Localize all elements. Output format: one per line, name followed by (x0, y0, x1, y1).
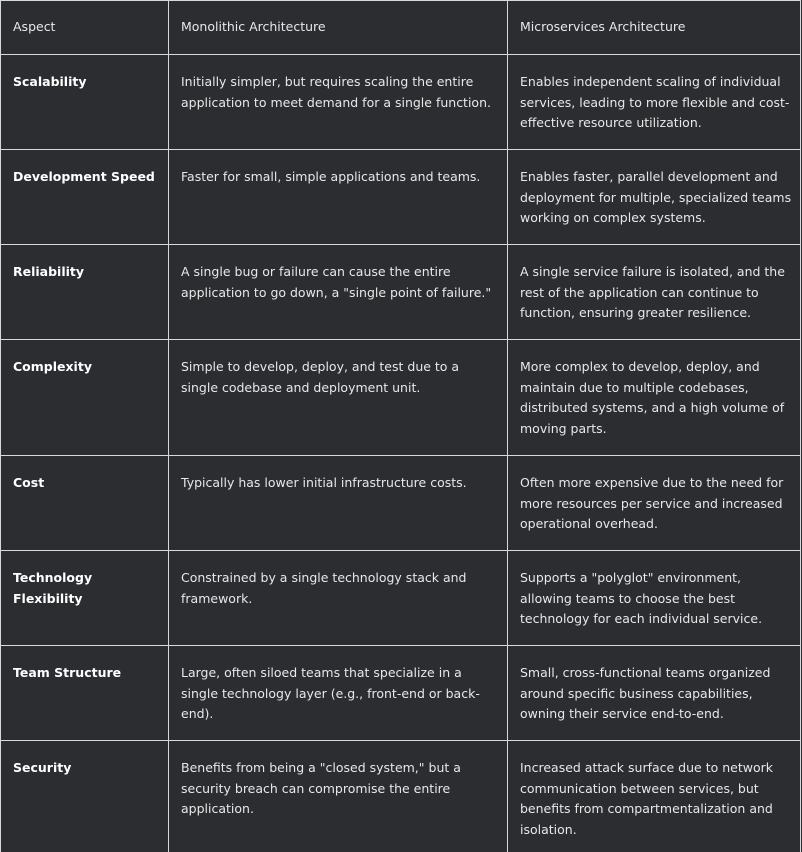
aspect-cell: Security (1, 741, 169, 852)
table-row (1, 245, 801, 340)
table-row (1, 55, 801, 150)
microservices-cell: Increased attack surface due to network communication between services, but benefits from compartmentalization and isolation. (508, 741, 801, 852)
monolithic-cell: Constrained by a single technology stack and framework. (169, 551, 508, 646)
table-row (1, 456, 801, 551)
table-row (1, 551, 801, 646)
microservices-cell: Often more expensive due to the need for more resources per service and increased operational overhead. (508, 456, 801, 551)
aspect-cell: Team Structure (1, 646, 169, 741)
table-body (1, 55, 801, 852)
table-row (1, 741, 801, 852)
table-header (1, 1, 801, 55)
monolithic-cell: Faster for small, simple applications and teams. (169, 150, 508, 245)
monolithic-cell: Typically has lower initial infrastructure costs. (169, 456, 508, 551)
aspect-cell: Reliability (1, 245, 169, 340)
microservices-cell: Small, cross-functional teams organized around specific business capabilities, owning their service end-to-end. (508, 646, 801, 741)
microservices-cell: A single service failure is isolated, and the rest of the application can continue to function, ensuring greater resilience. (508, 245, 801, 340)
table-row (1, 340, 801, 456)
microservices-cell: Enables independent scaling of individual services, leading to more flexible and cost-effective resource utilization. (508, 55, 801, 150)
header-aspect: Aspect (1, 1, 169, 55)
microservices-cell: More complex to develop, deploy, and maintain due to multiple codebases, distributed systems, and a high volume of moving parts. (508, 340, 801, 456)
table-row (1, 646, 801, 741)
aspect-cell: Complexity (1, 340, 169, 456)
monolithic-cell: A single bug or failure can cause the entire application to go down, a "single point of failure." (169, 245, 508, 340)
monolithic-cell: Simple to develop, deploy, and test due to a single codebase and deployment unit. (169, 340, 508, 456)
monolithic-cell: Large, often siloed teams that specialize in a single technology layer (e.g., front-end or back-end). (169, 646, 508, 741)
header-microservices: Microservices Architecture (508, 1, 801, 55)
aspect-cell: Scalability (1, 55, 169, 150)
header-row (1, 1, 801, 55)
table-row (1, 150, 801, 245)
microservices-cell: Supports a "polyglot" environment, allowing teams to choose the best technology for each individual service. (508, 551, 801, 646)
microservices-cell: Enables faster, parallel development and deployment for multiple, specialized teams working on complex systems. (508, 150, 801, 245)
aspect-cell: Technology Flexibility (1, 551, 169, 646)
monolithic-cell: Benefits from being a "closed system," but a security breach can compromise the entire application. (169, 741, 508, 852)
aspect-cell: Development Speed (1, 150, 169, 245)
header-monolithic: Monolithic Architecture (169, 1, 508, 55)
monolithic-cell: Initially simpler, but requires scaling the entire application to meet demand for a single function. (169, 55, 508, 150)
aspect-cell: Cost (1, 456, 169, 551)
